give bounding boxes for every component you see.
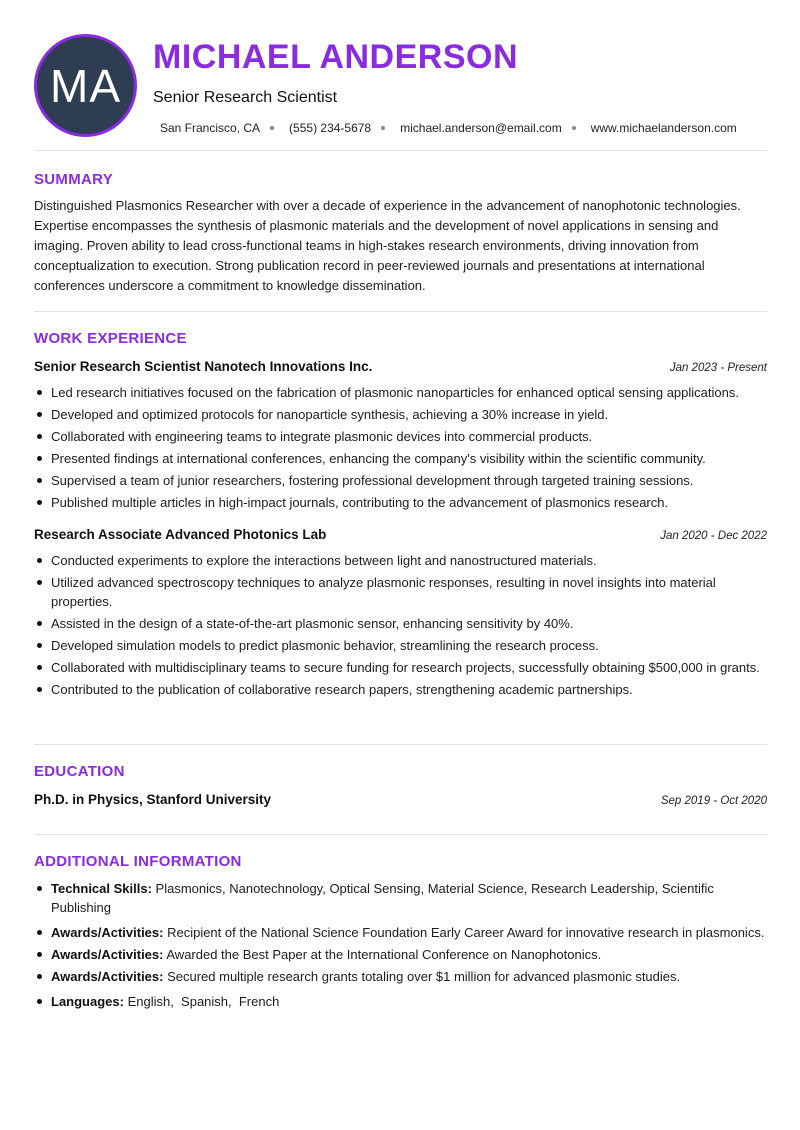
- candidate-title: Senior Research Scientist: [153, 89, 338, 106]
- item-text: Awarded the Best Paper at the International Conference on Nanophotonics.: [163, 947, 602, 962]
- candidate-name: MICHAEL ANDERSON: [153, 38, 519, 76]
- list-item: Contributed to the publication of collaborative research papers, strengthening academic partnerships.: [34, 680, 769, 699]
- education-degree: Ph.D. in Physics, Stanford University: [34, 792, 272, 807]
- divider: [34, 744, 767, 745]
- job-bullets: [34, 551, 769, 699]
- item-label: Awards/Activities:: [51, 925, 164, 940]
- contact-phone: (555) 234-5678: [289, 121, 372, 135]
- education-heading: EDUCATION: [34, 763, 125, 780]
- contact-bar: [160, 121, 737, 135]
- separator-dot: [572, 126, 576, 130]
- job-dates: Jan 2020 - Dec 2022: [660, 530, 767, 542]
- contact-email[interactable]: michael.anderson@email.com: [400, 121, 562, 135]
- additional-info-list: [34, 879, 769, 1011]
- summary-heading: SUMMARY: [34, 171, 114, 188]
- job-dates: Jan 2023 - Present: [669, 362, 767, 374]
- list-item: Collaborated with multidisciplinary teams to secure funding for research projects, successfully obtaining $500,000 in grants.: [34, 658, 769, 677]
- item-label: Awards/Activities:: [51, 947, 164, 962]
- list-item: [34, 879, 769, 917]
- list-item: [34, 945, 769, 964]
- list-item: [34, 992, 769, 1011]
- job-role: Research Associate Advanced Photonics Lab: [34, 527, 327, 542]
- contact-website[interactable]: www.michaelanderson.com: [590, 121, 737, 135]
- contact-location: San Francisco, CA: [160, 121, 261, 135]
- separator-dot: [381, 126, 385, 130]
- job-bullets: [34, 383, 769, 512]
- item-text: English, Spanish, French: [123, 994, 280, 1009]
- list-item: Supervised a team of junior researchers, fostering professional development through targeted training sessions.: [34, 471, 769, 490]
- list-item: Presented findings at international conferences, enhancing the company's visibility within the scientific community.: [34, 449, 769, 468]
- separator-dot: [270, 126, 274, 130]
- education-row: [34, 792, 767, 807]
- item-label: Technical Skills:: [51, 881, 152, 896]
- divider: [34, 311, 767, 312]
- divider: [34, 834, 767, 835]
- summary-text: Distinguished Plasmonics Researcher with over a decade of experience in the advancement of nanophotonic technologies. Expertise encompasses the synthesis of plasmonic materials and the development of novel applications in sensing and imaging. Proven ability to lead cross-functional teams in high-stakes research environments, driving innovation from conceptualization to execution. Strong publication record in peer-reviewed journals and presentations at international conferences underscore a commitment to knowledge dissemination.: [34, 198, 741, 293]
- list-item: Collaborated with engineering teams to integrate plasmonic devices into commercial products.: [34, 427, 769, 446]
- list-item: [34, 923, 769, 942]
- list-item: Utilized advanced spectroscopy techniques to analyze plasmonic responses, resulting in novel insights into material properties.: [34, 573, 769, 611]
- item-label: Languages:: [51, 994, 124, 1009]
- list-item: Developed and optimized protocols for nanoparticle synthesis, achieving a 30% increase in yield.: [34, 405, 769, 424]
- item-text: Plasmonics, Nanotechnology, Optical Sensing, Material Science, Research Leadership, Scientific Publishing: [51, 881, 714, 915]
- list-item: [34, 967, 769, 986]
- work-experience-heading: WORK EXPERIENCE: [34, 330, 187, 347]
- list-item: Led research initiatives focused on the fabrication of plasmonic nanoparticles for enhanced optical sensing applications.: [34, 383, 769, 402]
- divider: [34, 150, 767, 151]
- avatar-initials: MA: [50, 59, 121, 112]
- list-item: Published multiple articles in high-impact journals, contributing to the advancement of plasmonics research.: [34, 493, 769, 512]
- job-header: [34, 527, 767, 542]
- item-text: Secured multiple research grants totaling over $1 million for advanced plasmonic studies.: [163, 969, 681, 984]
- additional-info-heading: ADDITIONAL INFORMATION: [34, 853, 242, 870]
- education-dates: Sep 2019 - Oct 2020: [660, 795, 767, 807]
- job-header: [34, 359, 767, 374]
- list-item: Assisted in the design of a state-of-the-art plasmonic sensor, enhancing sensitivity by 40%.: [34, 614, 769, 633]
- list-item: Developed simulation models to predict plasmonic behavior, streamlining the research process.: [34, 636, 769, 655]
- item-text: Recipient of the National Science Foundation Early Career Award for innovative research in plasmonics.: [163, 925, 765, 940]
- job-role: Senior Research Scientist Nanotech Innovations Inc.: [34, 359, 373, 374]
- avatar: [34, 34, 137, 137]
- list-item: Conducted experiments to explore the interactions between light and nanostructured materials.: [34, 551, 769, 570]
- item-label: Awards/Activities:: [51, 969, 164, 984]
